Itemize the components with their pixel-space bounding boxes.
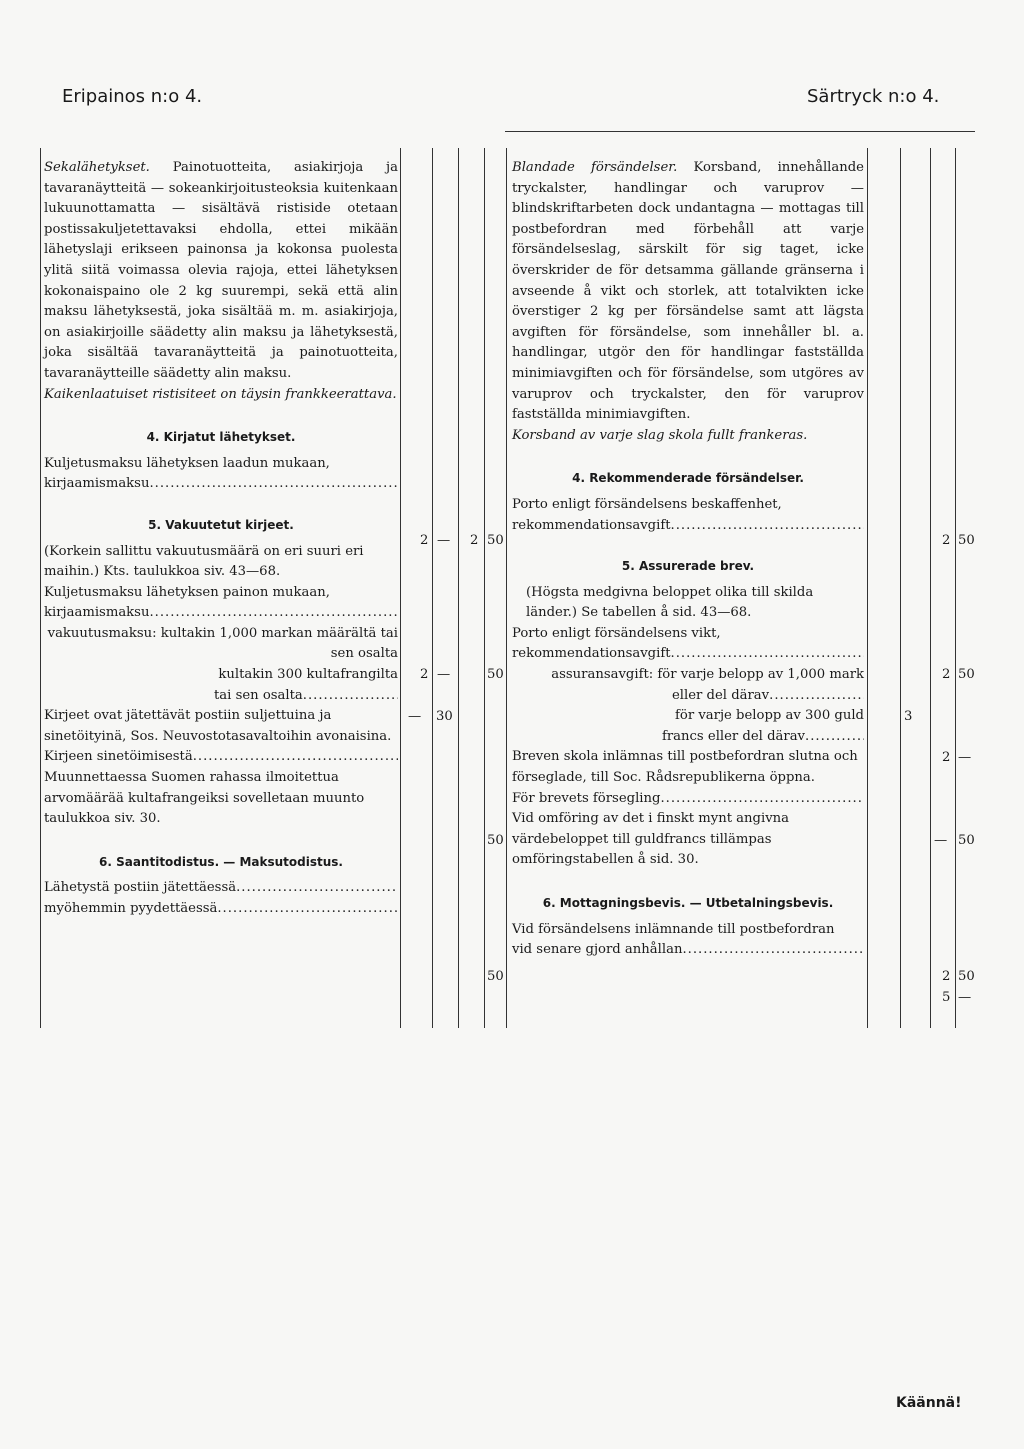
sv-s5-l2-row <box>512 644 864 665</box>
fi-s5-l1: Kuljetusmaksu lähetyksen painon mukaan, <box>44 584 330 600</box>
rule-sv-fee1 <box>900 148 901 1028</box>
fi-fee: 2 <box>420 533 429 548</box>
fi-s5-l6-row <box>44 747 398 768</box>
fi-fee: — <box>408 709 422 724</box>
fi-fee: — <box>437 533 451 548</box>
sv-fee: 3 <box>904 709 913 724</box>
sv-fee: 5 <box>942 990 951 1005</box>
sv-fee: 2 <box>942 750 951 765</box>
fi-s6-l1-row <box>44 878 398 899</box>
header-left: Eripainos n:o 4. <box>62 86 203 107</box>
fi-intro-term: Sekalähetykset. <box>44 160 150 175</box>
rule-sv-text <box>867 148 868 1028</box>
rule-fi-text <box>400 148 401 1028</box>
sv-fee: — <box>958 750 972 765</box>
fi-fee: 50 <box>487 833 504 848</box>
fi-s5-l6: Kirjeen sinetöimisestä <box>44 749 193 765</box>
top-rule <box>505 131 975 132</box>
fi-fee: 2 <box>420 667 429 682</box>
sv-fee: 50 <box>958 969 975 984</box>
fi-s5-l2: kirjaamismaksu <box>44 605 150 621</box>
sv-s5-p3: Vid omföring av det i finskt mynt angivna värdebeloppet till guldfrancs tillämpas omföringstabellen å sid. 30. <box>512 811 790 868</box>
rule-sv-fee3 <box>955 148 956 1028</box>
sv-s5-l7: För brevets försegling <box>512 790 661 806</box>
leader-dots <box>671 644 864 665</box>
fi-s5-l5: tai sen osalta <box>214 687 303 703</box>
sv-fee: 50 <box>958 833 975 848</box>
sv-s5-l3: assuransavgift: för varje belopp av 1,000 mark <box>551 667 864 683</box>
header-right: Särtryck n:o 4. <box>807 86 940 107</box>
sv-s6-title: 6. Mottagningsbevis. — Utbetalningsbevis. <box>542 896 834 910</box>
leader-dots <box>303 686 398 707</box>
fi-s6-l2-row <box>44 899 398 920</box>
leader-dots <box>217 899 398 920</box>
sv-s5-l2: rekommendationsavgift <box>512 646 671 662</box>
fi-s6-l2: myöhemmin pyydettäessä <box>44 901 218 916</box>
leader-dots <box>149 603 398 624</box>
fi-s4-title: 4. Kirjatut lähetykset. <box>146 430 296 445</box>
fi-s4-l1: Kuljetusmaksu lähetyksen laadun mukaan, <box>44 455 330 471</box>
leader-dots <box>805 727 864 748</box>
sv-intro-note: Korsband av varje slag skola fullt frankeras. <box>512 427 808 443</box>
sv-s6-l2-row <box>512 940 864 961</box>
fi-fee: 2 <box>470 533 479 548</box>
fi-intro-note: Kaikenlaatuiset ristisiteet on täysin frankkeerattava. <box>44 386 397 402</box>
sv-s5-l6-row <box>512 727 864 748</box>
leader-dots <box>660 789 864 810</box>
leader-dots <box>149 474 398 495</box>
fi-s5-l3: vakuutusmaksu: kultakin 1,000 markan määrältä tai sen osalta <box>47 625 398 662</box>
leader-dots <box>682 940 864 961</box>
sv-intro <box>512 158 864 426</box>
sv-s6-l2: vid senare gjord anhållan <box>512 942 683 958</box>
fi-intro <box>44 158 398 385</box>
fi-s5-title: 5. Vakuutetut kirjeet. <box>148 517 294 532</box>
sv-fee: 50 <box>958 533 975 548</box>
swedish-column <box>512 158 864 961</box>
sv-fee: 2 <box>942 667 951 682</box>
fi-s5-l4: kultakin 300 kultafrangilta <box>218 667 398 683</box>
fi-s4-l2: kirjaamismaksu <box>44 476 150 492</box>
fi-intro-body: Painotuotteita, asiakirjoja ja tavaranäytteitä — sokeankirjoitusteoksia kuitenkaan lukuunottamatta — sisältävä ristiside otetaan postissakuljetettavaksi ehdolla, ettei mikään lähetyslaji erikseen painonsa ja kokonsa puolesta ylitä siitä voimassa olevia rajoja, ettei lähetyksen kokonaispaino ole 2 kg suurempi, sekä että alin maksu lähetyksestä, joka sisältää m. m. asiakirjoja, on asiakirjoille säädetty alin maksu ja lähetyksestä, joka sisältää tavaranäytteitä ja painotuotteita, tavaranäytteille säädetty alin maksu. <box>44 160 398 381</box>
leader-dots <box>671 516 864 537</box>
sv-s4-l2: rekommendationsavgift <box>512 517 671 533</box>
sv-s5-title: 5. Assurerade brev. <box>621 559 755 574</box>
sv-s5-l5: för varje belopp av 300 guld <box>675 708 864 724</box>
sv-fee: 50 <box>958 667 975 682</box>
sv-fee: 2 <box>942 533 951 548</box>
fi-s4-l2-row <box>44 474 398 495</box>
fi-fee: 50 <box>487 533 504 548</box>
sv-s5-p2: Breven skola inlämnas till postbefordran slutna och förseglade, till Soc. Rådsrepublikerna öppna. <box>512 749 858 786</box>
rule-left-outer <box>40 148 41 1028</box>
rule-fi-fee3 <box>484 148 485 1028</box>
fi-s5-p2: Kirjeet ovat jätettävät postiin suljettuina ja sinetöityinä, Sos. Neuvostotasavaltoihin avonaisina. <box>44 708 392 744</box>
sv-fee: 2 <box>942 969 951 984</box>
sv-intro-body: Korsband, innehållande tryckalster, handlingar och varuprov — blindskriftarbeten dock undantagna — mottagas till postbefordran med förbehåll att varje försändelseslag, särskilt för sig taget, icke överskrider de för detsamma gällande gränserna i avseende å vikt och storlek, att totalvikten icke överstiger 2 kg per försändelse samt att lägsta avgiften för försändelse, som innehåller bl. a. handlingar, utgör den för handlingar fastställda minimiavgiften och för försändelse, som utgöres av varuprov och tryckalster, den för varuprov fastställda minimiavgiften. <box>512 160 864 423</box>
rule-mid <box>506 148 507 1028</box>
fi-fee: — <box>437 667 451 682</box>
fi-fee: 50 <box>487 969 504 984</box>
rule-fi-fee2 <box>458 148 459 1028</box>
leader-dots <box>769 686 864 707</box>
fi-fee: 30 <box>436 709 453 724</box>
sv-s4-l1: Porto enligt försändelsens beskaffenhet, <box>512 496 782 512</box>
rule-fi-fee1 <box>432 148 433 1028</box>
turn-page-note: Käännä! <box>896 1395 962 1411</box>
sv-s5-p1: (Högsta medgivna beloppet olika till skilda länder.) Se tabellen å sid. 43—68. <box>526 584 814 621</box>
sv-fee: — <box>958 990 972 1005</box>
sv-s6-l1: Vid försändelsens inlämnande till postbefordran <box>512 921 835 937</box>
sv-s4-title: 4. Rekommenderade försändelser. <box>572 471 804 486</box>
sv-s4-l2-row <box>512 516 864 537</box>
fi-s5-l2-row <box>44 603 398 624</box>
sv-intro-term: Blandade försändelser. <box>512 160 678 175</box>
sv-s5-l4: eller del därav <box>672 687 770 703</box>
finnish-column <box>44 158 398 920</box>
fi-fee: 50 <box>487 667 504 682</box>
sv-fee: — <box>934 833 948 848</box>
fi-s6-l1: Lähetystä postiin jätettäessä <box>44 880 237 896</box>
fi-s6-title: 6. Saantitodistus. — Maksutodistus. <box>99 854 343 869</box>
sv-s5-l1: Porto enligt försändelsens vikt, <box>512 625 721 641</box>
fi-s5-l5-row <box>44 686 398 707</box>
leader-dots <box>236 878 398 899</box>
rule-sv-fee2 <box>930 148 931 1028</box>
fi-s5-p3: Muunnettaessa Suomen rahassa ilmoitettua arvomäärää kultafrangeiksi sovelletaan muunto taulukkoa siv. 30. <box>44 770 365 827</box>
sv-s5-l7-row <box>512 789 864 810</box>
sv-s5-l4-row <box>512 686 864 707</box>
fi-s5-p1: (Korkein sallittu vakuutusmäärä on eri suuri eri maihin.) Kts. taulukkoa siv. 43—68. <box>44 543 364 580</box>
sv-s5-l6: francs eller del därav <box>662 728 806 744</box>
leader-dots <box>193 747 398 768</box>
